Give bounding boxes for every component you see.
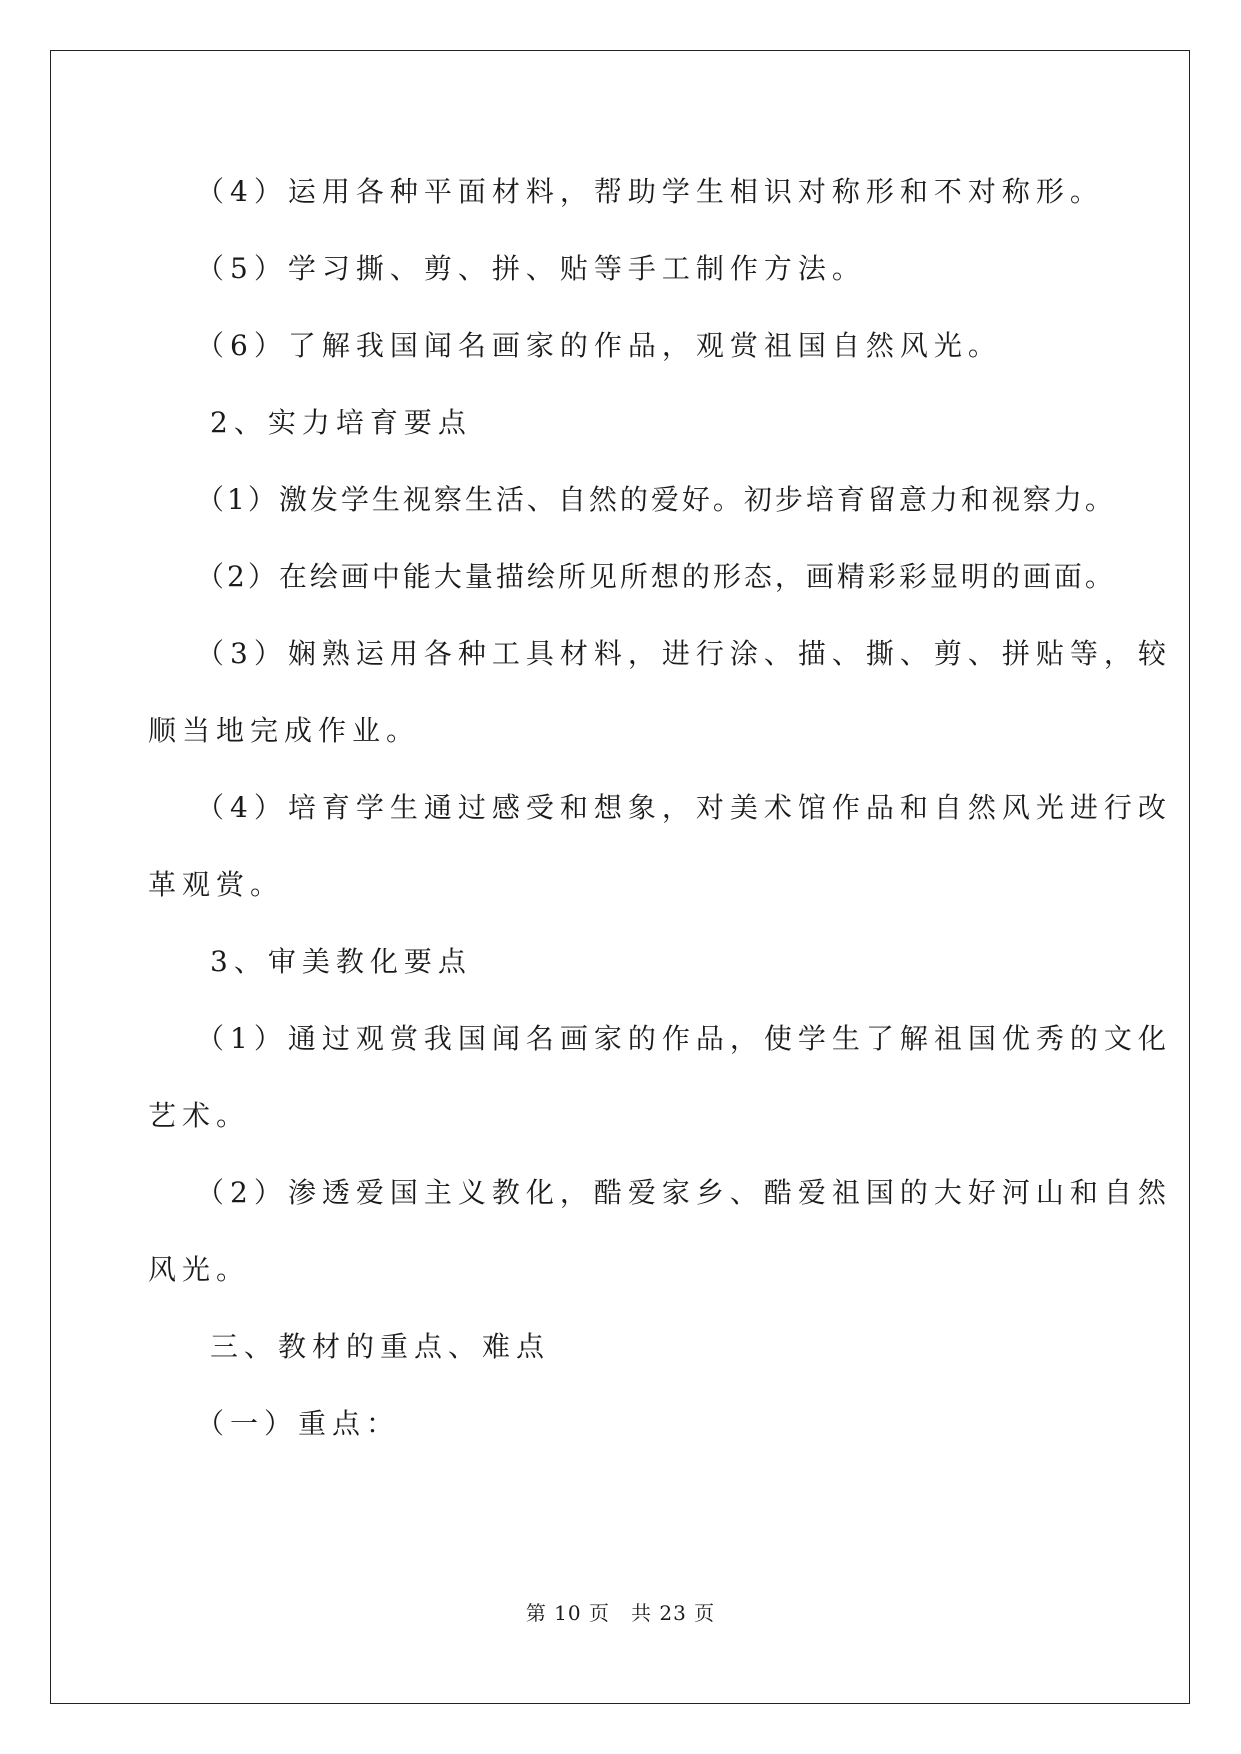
paragraph-line: （4）培育学生通过感受和想象，对美术馆作品和自然风光进行改	[196, 791, 1172, 824]
section-heading: 3、审美教化要点	[210, 945, 472, 978]
paragraph-line: （2）在绘画中能大量描绘所见所想的形态，画精彩彩显明的画面。	[196, 560, 1116, 593]
paragraph-line: （1）通过观赏我国闻名画家的作品，使学生了解祖国优秀的文化	[196, 1022, 1172, 1055]
paragraph-line: （3）娴熟运用各种工具材料，进行涂、描、撕、剪、拼贴等，较	[196, 637, 1172, 670]
paragraph-line: 革观赏。	[148, 868, 285, 901]
paragraph-line: （2）渗透爱国主义教化，酷爱家乡、酷爱祖国的大好河山和自然	[196, 1176, 1172, 1209]
paragraph-line: 顺当地完成作业。	[148, 714, 421, 747]
paragraph-line: （4）运用各种平面材料，帮助学生相识对称形和不对称形。	[196, 175, 1104, 208]
section-heading: 三、教材的重点、难点	[210, 1330, 551, 1363]
section-heading: 2、实力培育要点	[210, 406, 472, 439]
paragraph-line: （5）学习撕、剪、拼、贴等手工制作方法。	[196, 252, 866, 285]
paragraph-line: 艺术。	[148, 1099, 251, 1132]
paragraph-line: （1）激发学生视察生活、自然的爱好。初步培育留意力和视察力。	[196, 483, 1116, 516]
subsection-heading: （一）重点：	[196, 1407, 401, 1440]
page-number-footer: 第 10 页 共 23 页	[525, 1601, 716, 1625]
paragraph-line: 风光。	[148, 1253, 251, 1286]
paragraph-line: （6）了解我国闻名画家的作品，观赏祖国自然风光。	[196, 329, 1002, 362]
